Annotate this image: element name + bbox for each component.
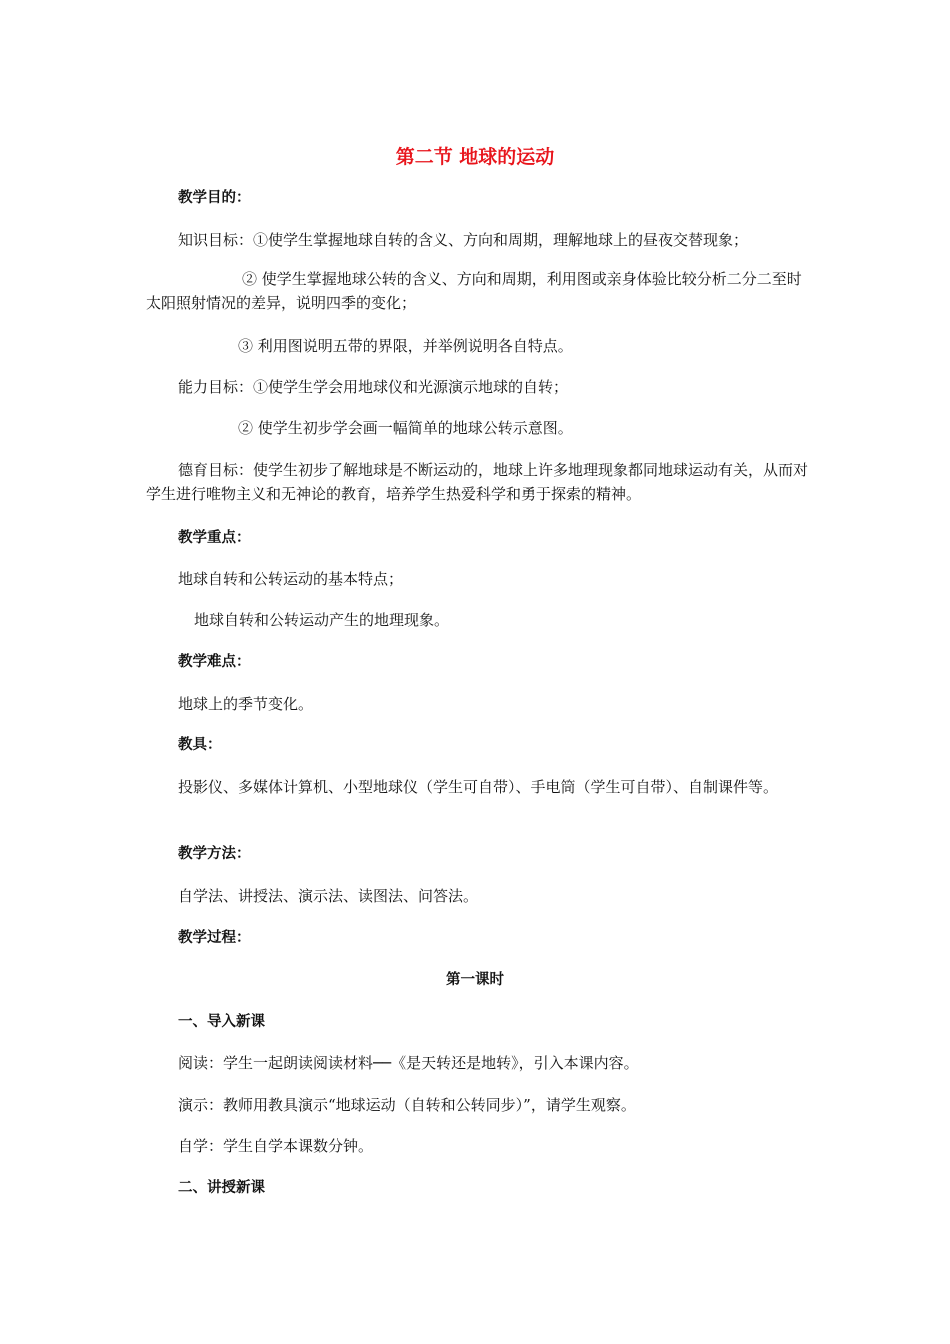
heading-tools: 教具： — [178, 737, 222, 753]
section-1-heading: 一、导入新课 — [178, 1014, 265, 1030]
knowledge-goal-3: ③ 利用图说明五带的界限，并举例说明各自特点。 — [238, 337, 573, 355]
heading-key-points: 教学重点： — [178, 530, 251, 546]
heading-teaching-goals: 教学目的： — [178, 190, 251, 206]
knowledge-goal-1: 知识目标：①使学生掌握地球自转的含义、方向和周期，理解地球上的昼夜交替现象； — [178, 231, 749, 249]
moral-goal: 德育目标：使学生初步了解地球是不断运动的，地球上许多地理现象都同地球运动有关，从而对学生进行唯物主义和无神论的教育，培养学生热爱科学和勇于探索的精神。 — [146, 461, 809, 503]
section-2-heading: 二、讲授新课 — [178, 1180, 265, 1196]
heading-process: 教学过程： — [178, 930, 251, 946]
activity-read: 阅读：学生一起朗读阅读材料──《是天转还是地转》，引入本课内容。 — [178, 1054, 639, 1072]
ability-goal-2: ② 使学生初步学会画一幅简单的地球公转示意图。 — [238, 419, 573, 437]
lesson-one-heading: 第一课时 — [446, 972, 504, 988]
difficult-point-1: 地球上的季节变化。 — [178, 695, 314, 713]
ability-goal-1: 能力目标：①使学生学会用地球仪和光源演示地球的自转； — [178, 378, 569, 396]
heading-difficult-points: 教学难点： — [178, 654, 251, 670]
key-point-2: 地球自转和公转运动产生的地理现象。 — [194, 611, 450, 629]
activity-self-study: 自学：学生自学本课数分钟。 — [178, 1137, 374, 1155]
heading-methods: 教学方法： — [178, 846, 251, 862]
methods-list: 自学法、讲授法、演示法、读图法、问答法。 — [178, 887, 479, 905]
key-point-1: 地球自转和公转运动的基本特点； — [178, 570, 404, 588]
knowledge-goal-2: ② 使学生掌握地球公转的含义、方向和周期，利用图或亲身体验比较分析二分二至时太阳照射情况的差异，说明四季的变化； — [146, 270, 802, 312]
activity-demo: 演示：教师用教具演示“地球运动（自转和公转同步）”，请学生观察。 — [178, 1096, 636, 1114]
page-title: 第二节 地球的运动 — [395, 146, 555, 168]
tools-list: 投影仪、多媒体计算机、小型地球仪（学生可自带）、手电筒（学生可自带）、自制课件等。 — [178, 778, 779, 796]
